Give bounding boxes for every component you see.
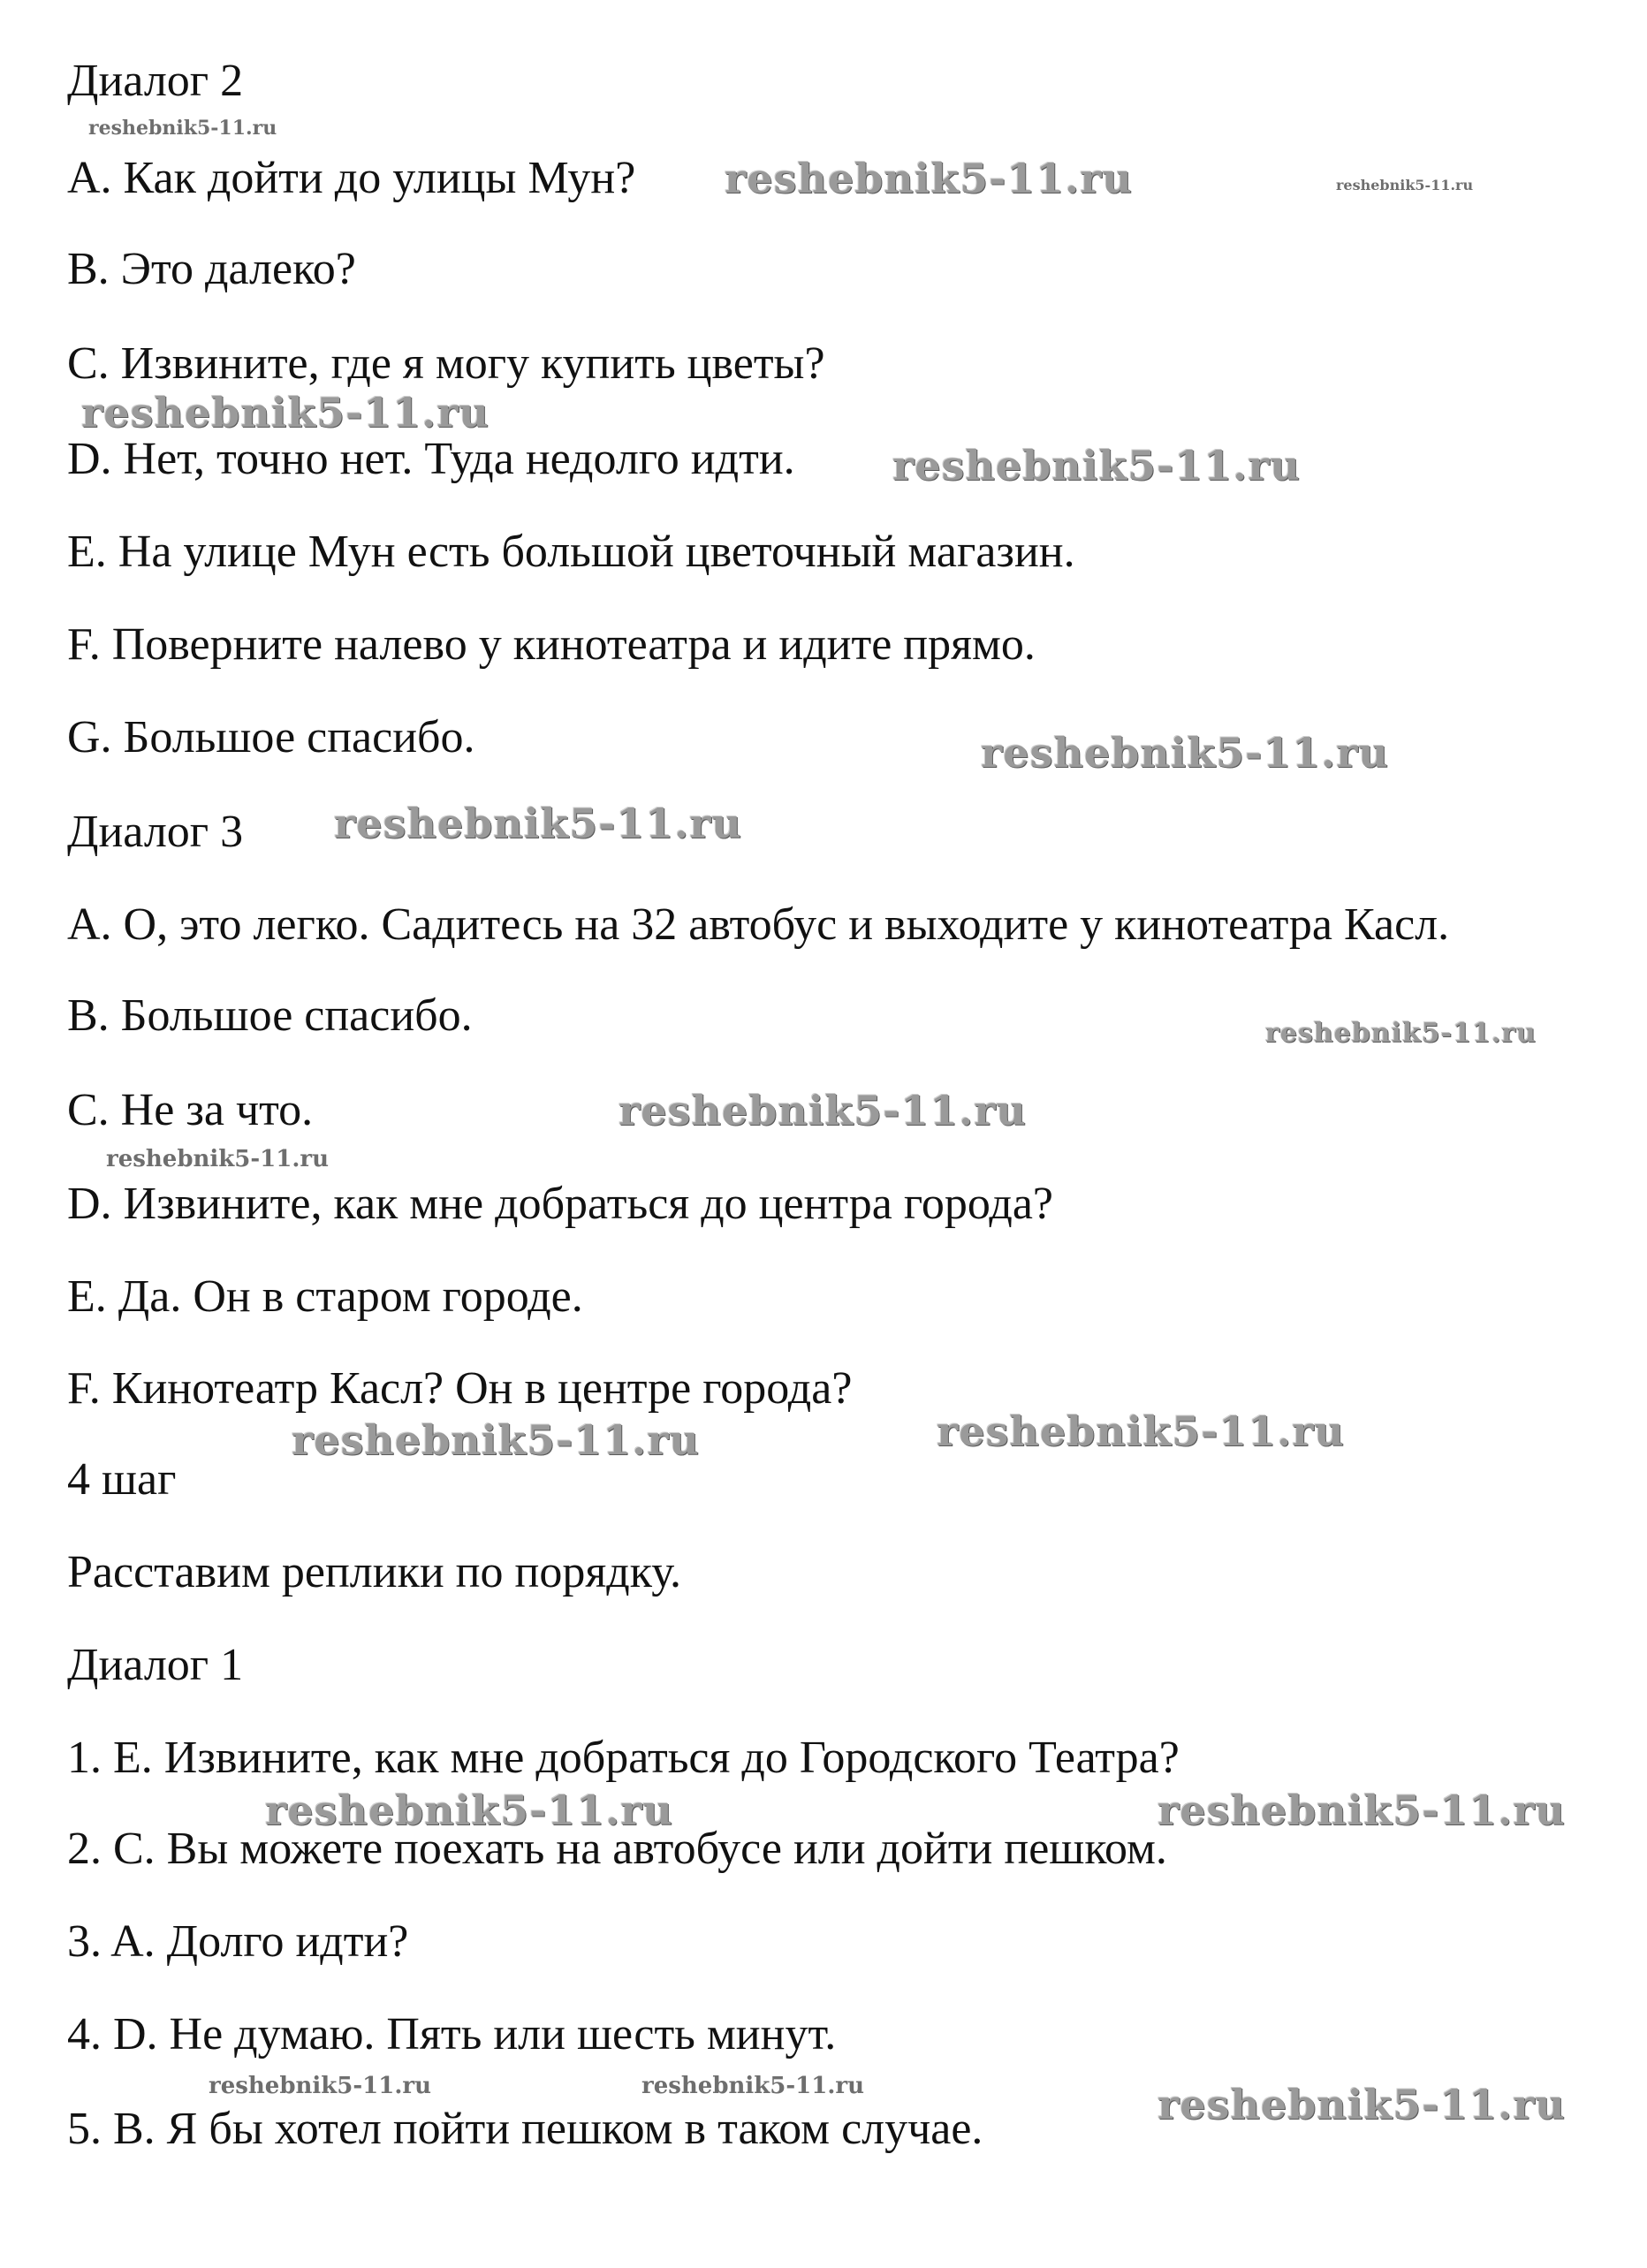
watermark: reshebnik5-11.ru <box>1336 177 1474 193</box>
dialog-2-line-c: C. Извините, где я могу купить цветы? <box>67 338 825 389</box>
dialog-2-line-e: E. На улице Мун есть большой цветочный магазин. <box>67 527 1075 577</box>
watermark: reshebnik5-11.ru <box>88 117 277 140</box>
watermark: reshebnik5-11.ru <box>265 1786 673 1834</box>
dialog-1-line-4: 4. D. Не думаю. Пять или шесть минут. <box>67 2009 837 2059</box>
dialog-3-line-d: D. Извините, как мне добраться до центра города? <box>67 1179 1053 1229</box>
dialog-3-heading: Диалог 3 <box>67 807 244 857</box>
dialog-1-line-2: 2. C. Вы можете поехать на автобусе или дойти пешком. <box>67 1824 1167 1874</box>
dialog-3-line-c: C. Не за что. <box>67 1085 314 1135</box>
dialog-3-line-a: A. О, это легко. Садитесь на 32 автобус и выходите у кинотеатра Касл. <box>67 899 1450 950</box>
dialog-2-line-f: F. Поверните налево у кинотеатра и идите прямо. <box>67 619 1036 670</box>
watermark: reshebnik5-11.ru <box>641 2073 865 2099</box>
watermark: reshebnik5-11.ru <box>937 1407 1345 1455</box>
dialog-3-line-b: B. Большое спасибо. <box>67 990 473 1041</box>
watermark: reshebnik5-11.ru <box>334 800 742 847</box>
step-4-instruction: Расставим реплики по порядку. <box>67 1547 682 1597</box>
dialog-2-line-g: G. Большое спасибо. <box>67 712 475 762</box>
watermark: reshebnik5-11.ru <box>1265 1018 1537 1049</box>
dialog-1-line-5: 5. B. Я бы хотел пойти пешком в таком случае. <box>67 2104 983 2154</box>
watermark: reshebnik5-11.ru <box>1157 1786 1566 1834</box>
dialog-1-heading: Диалог 1 <box>67 1640 244 1690</box>
watermark: reshebnik5-11.ru <box>892 442 1301 489</box>
dialog-2-line-d: D. Нет, точно нет. Туда недолго идти. <box>67 434 795 484</box>
watermark: reshebnik5-11.ru <box>981 729 1389 777</box>
watermark: reshebnik5-11.ru <box>106 1146 330 1172</box>
watermark: reshebnik5-11.ru <box>292 1416 700 1464</box>
dialog-2-line-b: B. Это далеко? <box>67 244 356 294</box>
dialog-1-line-1: 1. E. Извините, как мне добраться до Городского Театра? <box>67 1733 1180 1783</box>
dialog-2-heading: Диалог 2 <box>67 56 244 106</box>
dialog-1-line-3: 3. A. Долго идти? <box>67 1916 409 1967</box>
watermark: reshebnik5-11.ru <box>81 389 490 436</box>
watermark: reshebnik5-11.ru <box>1157 2081 1566 2128</box>
watermark: reshebnik5-11.ru <box>725 155 1133 202</box>
step-4-heading: 4 шаг <box>67 1454 177 1505</box>
dialog-3-line-e: E. Да. Он в старом городе. <box>67 1271 583 1322</box>
watermark: reshebnik5-11.ru <box>619 1087 1027 1134</box>
dialog-2-line-a: A. Как дойти до улицы Мун? <box>67 153 636 203</box>
dialog-3-line-f: F. Кинотеатр Касл? Он в центре города? <box>67 1363 853 1414</box>
watermark: reshebnik5-11.ru <box>209 2073 432 2099</box>
